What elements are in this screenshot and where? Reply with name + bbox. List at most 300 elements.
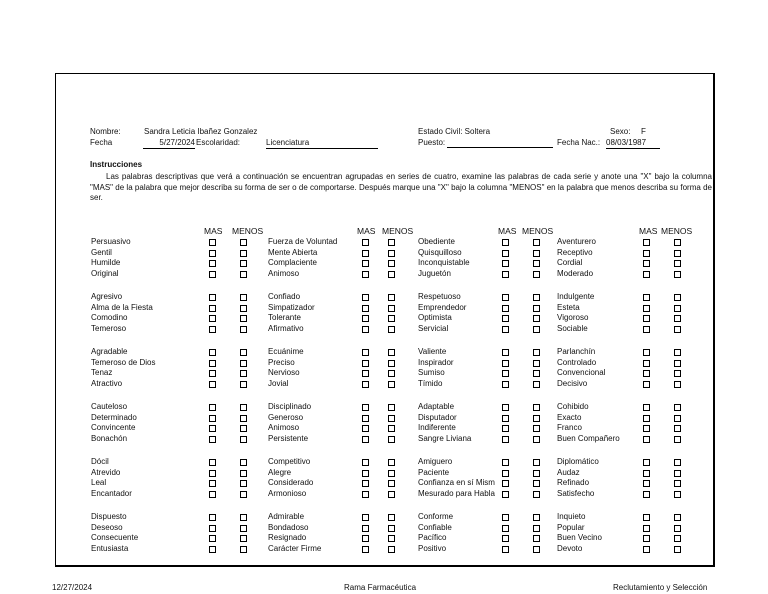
word-label: Deseoso <box>91 522 123 532</box>
mas-checkbox[interactable] <box>502 535 509 542</box>
mas-checkbox[interactable] <box>643 360 650 367</box>
menos-checkbox[interactable] <box>533 294 540 301</box>
menos-checkbox[interactable] <box>388 370 395 377</box>
word-label: Sumiso <box>418 368 445 378</box>
mas-checkbox[interactable] <box>362 491 369 498</box>
menos-checkbox[interactable] <box>533 315 540 322</box>
word-label: Sangre Liviana <box>418 434 472 444</box>
word-label: Cauteloso <box>91 402 128 411</box>
mas-checkbox[interactable] <box>502 436 509 443</box>
mas-checkbox[interactable] <box>502 305 509 312</box>
mas-checkbox[interactable] <box>209 546 216 553</box>
word-label: Temeroso <box>91 324 127 334</box>
mas-checkbox[interactable] <box>362 425 369 432</box>
menos-checkbox[interactable] <box>533 415 540 422</box>
menos-checkbox[interactable] <box>674 360 681 367</box>
mas-checkbox[interactable] <box>502 250 509 257</box>
menos-checkbox[interactable] <box>240 535 247 542</box>
mas-checkbox[interactable] <box>643 326 650 333</box>
mas-checkbox[interactable] <box>362 305 369 312</box>
word-label: Generoso <box>268 412 304 422</box>
word-label: Inquieto <box>557 512 586 521</box>
word-label: Decisivo <box>557 379 588 389</box>
word-label: Determinado <box>91 412 137 422</box>
word-label: Humilde <box>91 258 121 268</box>
word-label: Convincente <box>91 423 136 433</box>
menos-checkbox[interactable] <box>533 459 540 466</box>
menos-checkbox[interactable] <box>240 250 247 257</box>
mas-checkbox[interactable] <box>643 470 650 477</box>
menos-checkbox[interactable] <box>674 470 681 477</box>
menos-checkbox[interactable] <box>674 294 681 301</box>
mas-checkbox[interactable] <box>643 480 650 487</box>
mas-checkbox[interactable] <box>209 415 216 422</box>
position-label: Puesto: <box>418 138 446 147</box>
mas-checkbox[interactable] <box>502 349 509 356</box>
menos-checkbox[interactable] <box>674 260 681 267</box>
mas-checkbox[interactable] <box>502 525 509 532</box>
word-label: Paciente <box>418 467 450 477</box>
word-label: Persistente <box>268 434 309 444</box>
menos-checkbox[interactable] <box>533 425 540 432</box>
word-label: Mente Abierta <box>268 247 318 257</box>
word-label: Diplomático <box>557 457 599 466</box>
menos-checkbox[interactable] <box>533 514 540 521</box>
mas-checkbox[interactable] <box>643 525 650 532</box>
menos-checkbox[interactable] <box>674 546 681 553</box>
word-label: Controlado <box>557 357 597 367</box>
mas-checkbox[interactable] <box>209 305 216 312</box>
menos-checkbox[interactable] <box>388 535 395 542</box>
word-label: Receptivo <box>557 247 593 257</box>
mas-checkbox[interactable] <box>209 425 216 432</box>
footer-center: Rama Farmacéutica <box>344 583 417 592</box>
word-label: Admirable <box>268 512 305 521</box>
menos-checkbox[interactable] <box>388 326 395 333</box>
menos-checkbox[interactable] <box>388 260 395 267</box>
date-value: 5/27/2024 <box>143 138 195 149</box>
mas-checkbox[interactable] <box>643 250 650 257</box>
word-label: Sociable <box>557 324 588 334</box>
mas-checkbox[interactable] <box>502 239 509 246</box>
mas-checkbox[interactable] <box>502 381 509 388</box>
mas-checkbox[interactable] <box>502 315 509 322</box>
mas-checkbox[interactable] <box>643 305 650 312</box>
menos-checkbox[interactable] <box>388 239 395 246</box>
menos-checkbox[interactable] <box>240 514 247 521</box>
mas-checkbox[interactable] <box>209 260 216 267</box>
menos-checkbox[interactable] <box>533 239 540 246</box>
mas-checkbox[interactable] <box>502 470 509 477</box>
word-label: Emprendedor <box>418 302 467 312</box>
word-label: Consecuente <box>91 533 139 543</box>
word-label: Dócil <box>91 457 109 466</box>
word-label: Satisfecho <box>557 489 595 499</box>
mas-checkbox[interactable] <box>643 370 650 377</box>
menos-checkbox[interactable] <box>388 436 395 443</box>
mas-checkbox[interactable] <box>362 370 369 377</box>
menos-checkbox[interactable] <box>388 459 395 466</box>
word-label: Dispuesto <box>91 512 127 521</box>
menos-checkbox[interactable] <box>240 260 247 267</box>
mas-checkbox[interactable] <box>209 535 216 542</box>
instructions-title: Instrucciones <box>90 160 143 169</box>
word-label: Armonioso <box>268 489 307 499</box>
menos-checkbox[interactable] <box>240 436 247 443</box>
word-label: Refinado <box>557 478 590 488</box>
word-label: Cohibido <box>557 402 589 411</box>
mas-checkbox[interactable] <box>362 470 369 477</box>
mas-checkbox[interactable] <box>362 349 369 356</box>
menos-checkbox[interactable] <box>674 404 681 411</box>
word-label: Carácter Firme <box>268 544 322 554</box>
word-label: Tolerante <box>268 313 301 323</box>
word-label: Preciso <box>268 357 295 367</box>
word-label: Buen Compañero <box>557 434 620 444</box>
mas-checkbox[interactable] <box>362 404 369 411</box>
menos-checkbox[interactable] <box>533 370 540 377</box>
menos-checkbox[interactable] <box>674 349 681 356</box>
menos-checkbox[interactable] <box>533 305 540 312</box>
menos-checkbox[interactable] <box>533 349 540 356</box>
word-label: Leal <box>91 478 107 488</box>
word-label: Franco <box>557 423 582 433</box>
menos-checkbox[interactable] <box>533 260 540 267</box>
menos-checkbox[interactable] <box>388 546 395 553</box>
mas-header: MAS <box>639 226 658 236</box>
menos-checkbox[interactable] <box>388 250 395 257</box>
mas-checkbox[interactable] <box>643 294 650 301</box>
menos-checkbox[interactable] <box>388 514 395 521</box>
word-label: Quisquilloso <box>418 247 462 257</box>
mas-checkbox[interactable] <box>209 326 216 333</box>
word-label: Tenaz <box>91 368 113 378</box>
word-label: Considerado <box>268 478 314 488</box>
mas-checkbox[interactable] <box>362 436 369 443</box>
word-label: Disputador <box>418 412 457 422</box>
mas-checkbox[interactable] <box>502 459 509 466</box>
word-label: Animoso <box>268 423 300 433</box>
menos-checkbox[interactable] <box>240 480 247 487</box>
word-label: Servicial <box>418 324 449 334</box>
position-line <box>447 147 553 148</box>
word-label: Persuasivo <box>91 237 131 246</box>
menos-checkbox[interactable] <box>533 535 540 542</box>
menos-checkbox[interactable] <box>533 326 540 333</box>
mas-checkbox[interactable] <box>362 514 369 521</box>
word-label: Bondadoso <box>268 522 309 532</box>
menos-checkbox[interactable] <box>674 250 681 257</box>
mas-checkbox[interactable] <box>502 480 509 487</box>
word-label: Complaciente <box>268 258 317 268</box>
mas-checkbox[interactable] <box>362 250 369 257</box>
mas-checkbox[interactable] <box>209 436 216 443</box>
word-label: Agresivo <box>91 292 123 301</box>
mas-header: MAS <box>204 226 223 236</box>
menos-checkbox[interactable] <box>674 381 681 388</box>
word-label: Esteta <box>557 302 580 312</box>
mas-checkbox[interactable] <box>502 514 509 521</box>
menos-checkbox[interactable] <box>674 239 681 246</box>
word-label: Audaz <box>557 467 580 477</box>
word-label: Bonachón <box>91 434 128 444</box>
mas-checkbox[interactable] <box>362 459 369 466</box>
word-label: Mesurado para Habla <box>418 489 495 499</box>
mas-checkbox[interactable] <box>362 315 369 322</box>
word-label: Nervioso <box>268 368 300 378</box>
word-label: Obediente <box>418 237 455 246</box>
word-label: Buen Vecino <box>557 533 602 543</box>
menos-checkbox[interactable] <box>674 491 681 498</box>
menos-checkbox[interactable] <box>240 491 247 498</box>
mas-checkbox[interactable] <box>643 239 650 246</box>
mas-checkbox[interactable] <box>502 370 509 377</box>
menos-checkbox[interactable] <box>240 546 247 553</box>
mas-checkbox[interactable] <box>643 415 650 422</box>
mas-checkbox[interactable] <box>209 370 216 377</box>
word-label: Cordial <box>557 258 583 268</box>
mas-checkbox[interactable] <box>362 294 369 301</box>
menos-checkbox[interactable] <box>240 470 247 477</box>
word-label: Alma de la Fiesta <box>91 302 153 312</box>
mas-checkbox[interactable] <box>209 360 216 367</box>
menos-checkbox[interactable] <box>240 370 247 377</box>
word-label: Disciplinado <box>268 402 312 411</box>
mas-checkbox[interactable] <box>643 271 650 278</box>
mas-checkbox[interactable] <box>209 491 216 498</box>
mas-checkbox[interactable] <box>643 491 650 498</box>
word-label: Aventurero <box>557 237 596 246</box>
footer-right: Reclutamiento y Selección <box>613 583 708 592</box>
menos-checkbox[interactable] <box>240 239 247 246</box>
menos-checkbox[interactable] <box>388 404 395 411</box>
mas-checkbox[interactable] <box>362 546 369 553</box>
mas-checkbox[interactable] <box>643 436 650 443</box>
menos-checkbox[interactable] <box>674 305 681 312</box>
menos-checkbox[interactable] <box>240 381 247 388</box>
mas-checkbox[interactable] <box>209 470 216 477</box>
menos-checkbox[interactable] <box>388 491 395 498</box>
word-label: Atrevido <box>91 467 121 477</box>
mas-checkbox[interactable] <box>209 294 216 301</box>
mas-checkbox[interactable] <box>362 260 369 267</box>
menos-checkbox[interactable] <box>533 271 540 278</box>
menos-checkbox[interactable] <box>240 415 247 422</box>
mas-checkbox[interactable] <box>643 514 650 521</box>
mas-checkbox[interactable] <box>209 250 216 257</box>
menos-checkbox[interactable] <box>240 294 247 301</box>
mas-checkbox[interactable] <box>643 349 650 356</box>
menos-checkbox[interactable] <box>674 436 681 443</box>
word-label: Adaptable <box>418 402 455 411</box>
menos-checkbox[interactable] <box>674 370 681 377</box>
menos-header: MENOS <box>382 226 414 236</box>
mas-checkbox[interactable] <box>209 381 216 388</box>
word-label: Gentil <box>91 247 112 257</box>
mas-header: MAS <box>357 226 376 236</box>
mas-checkbox[interactable] <box>643 546 650 553</box>
menos-checkbox[interactable] <box>533 381 540 388</box>
word-label: Jovial <box>268 379 289 389</box>
mas-checkbox[interactable] <box>209 349 216 356</box>
mas-checkbox[interactable] <box>643 315 650 322</box>
school-label: Escolaridad: <box>196 138 241 147</box>
word-label: Confiable <box>418 522 452 532</box>
word-label: Fuerza de Voluntad <box>268 237 338 246</box>
mas-checkbox[interactable] <box>362 525 369 532</box>
word-label: Popular <box>557 522 585 532</box>
mas-checkbox[interactable] <box>502 294 509 301</box>
mas-checkbox[interactable] <box>362 480 369 487</box>
mas-checkbox[interactable] <box>643 535 650 542</box>
mas-checkbox[interactable] <box>643 260 650 267</box>
mas-checkbox[interactable] <box>643 459 650 466</box>
mas-checkbox[interactable] <box>209 459 216 466</box>
word-label: Positivo <box>418 544 447 554</box>
mas-checkbox[interactable] <box>502 326 509 333</box>
word-label: Optimista <box>418 313 452 323</box>
menos-checkbox[interactable] <box>240 425 247 432</box>
word-label: Moderado <box>557 269 594 279</box>
menos-checkbox[interactable] <box>533 360 540 367</box>
menos-checkbox[interactable] <box>388 525 395 532</box>
menos-checkbox[interactable] <box>240 305 247 312</box>
menos-checkbox[interactable] <box>388 415 395 422</box>
word-label: Indulgente <box>557 292 595 301</box>
mas-checkbox[interactable] <box>502 491 509 498</box>
menos-checkbox[interactable] <box>533 250 540 257</box>
menos-checkbox[interactable] <box>388 305 395 312</box>
menos-checkbox[interactable] <box>674 514 681 521</box>
mas-checkbox[interactable] <box>362 415 369 422</box>
word-label: Inspirador <box>418 357 454 367</box>
sex-label: Sexo: <box>610 127 631 136</box>
mas-checkbox[interactable] <box>209 315 216 322</box>
mas-checkbox[interactable] <box>502 271 509 278</box>
instructions-text: Las palabras descriptivas que verá a continuación se encuentran agrupadas en series de cuatro, examine las palabras de cada serie y anote una "X" bajo la columna "MAS" de la palabra que mejor describa su forma de ser o de comportarse. Después marque una "X" bajo la columna "MENOS" en la palabra que menos describa su forma de ser. <box>90 172 712 202</box>
mas-checkbox[interactable] <box>362 271 369 278</box>
mas-checkbox[interactable] <box>209 514 216 521</box>
mas-checkbox[interactable] <box>502 404 509 411</box>
menos-checkbox[interactable] <box>240 271 247 278</box>
name-value: Sandra Leticia Ibañez Gonzalez <box>144 127 258 136</box>
menos-checkbox[interactable] <box>388 294 395 301</box>
word-label: Parlanchín <box>557 347 596 356</box>
word-label: Competitivo <box>268 457 311 466</box>
menos-checkbox[interactable] <box>240 459 247 466</box>
word-label: Convencional <box>557 368 606 378</box>
mas-checkbox[interactable] <box>502 546 509 553</box>
menos-checkbox[interactable] <box>240 326 247 333</box>
menos-checkbox[interactable] <box>388 425 395 432</box>
menos-checkbox[interactable] <box>533 491 540 498</box>
word-label: Valiente <box>418 347 447 356</box>
word-label: Respetuoso <box>418 292 461 301</box>
birth-label: Fecha Nac.: <box>557 138 601 147</box>
mas-checkbox[interactable] <box>502 415 509 422</box>
mas-checkbox[interactable] <box>362 535 369 542</box>
mas-checkbox[interactable] <box>362 326 369 333</box>
menos-checkbox[interactable] <box>388 349 395 356</box>
word-label: Conforme <box>418 512 454 521</box>
menos-checkbox[interactable] <box>240 525 247 532</box>
mas-checkbox[interactable] <box>209 239 216 246</box>
menos-checkbox[interactable] <box>240 404 247 411</box>
mas-checkbox[interactable] <box>362 360 369 367</box>
menos-checkbox[interactable] <box>533 404 540 411</box>
menos-checkbox[interactable] <box>240 360 247 367</box>
menos-checkbox[interactable] <box>533 436 540 443</box>
name-label: Nombre: <box>90 127 121 136</box>
mas-checkbox[interactable] <box>502 425 509 432</box>
mas-checkbox[interactable] <box>643 404 650 411</box>
word-label: Indiferente <box>418 423 456 433</box>
menos-checkbox[interactable] <box>240 349 247 356</box>
mas-checkbox[interactable] <box>643 425 650 432</box>
mas-checkbox[interactable] <box>643 381 650 388</box>
menos-checkbox[interactable] <box>674 535 681 542</box>
mas-checkbox[interactable] <box>209 271 216 278</box>
word-label: Amiguero <box>418 457 453 466</box>
word-label: Alegre <box>268 467 292 477</box>
menos-checkbox[interactable] <box>388 360 395 367</box>
word-label: Devoto <box>557 544 583 554</box>
menos-checkbox[interactable] <box>674 525 681 532</box>
menos-checkbox[interactable] <box>674 326 681 333</box>
word-label: Comodino <box>91 313 128 323</box>
menos-checkbox[interactable] <box>240 315 247 322</box>
mas-checkbox[interactable] <box>362 381 369 388</box>
word-label: Entusiasta <box>91 544 129 554</box>
mas-checkbox[interactable] <box>209 525 216 532</box>
word-label: Tímido <box>418 379 443 389</box>
word-label: Animoso <box>268 269 300 279</box>
menos-checkbox[interactable] <box>533 480 540 487</box>
mas-checkbox[interactable] <box>502 360 509 367</box>
word-label: Original <box>91 269 119 279</box>
word-label: Pacífico <box>418 533 447 543</box>
menos-checkbox[interactable] <box>388 315 395 322</box>
school-value: Licenciatura <box>266 138 378 149</box>
word-label: Vigoroso <box>557 313 589 323</box>
word-label: Exacto <box>557 412 582 422</box>
menos-checkbox[interactable] <box>674 271 681 278</box>
menos-checkbox[interactable] <box>388 480 395 487</box>
mas-checkbox[interactable] <box>209 480 216 487</box>
menos-checkbox[interactable] <box>533 546 540 553</box>
menos-checkbox[interactable] <box>388 271 395 278</box>
menos-checkbox[interactable] <box>388 470 395 477</box>
word-label: Encantador <box>91 489 132 499</box>
menos-checkbox[interactable] <box>674 459 681 466</box>
sex-value: F <box>641 127 646 136</box>
menos-checkbox[interactable] <box>674 315 681 322</box>
menos-checkbox[interactable] <box>388 381 395 388</box>
menos-checkbox[interactable] <box>533 470 540 477</box>
word-label: Atractivo <box>91 379 123 389</box>
mas-checkbox[interactable] <box>362 239 369 246</box>
menos-header: MENOS <box>661 226 693 236</box>
menos-checkbox[interactable] <box>674 480 681 487</box>
menos-checkbox[interactable] <box>674 415 681 422</box>
menos-checkbox[interactable] <box>674 425 681 432</box>
word-label: Resignado <box>268 533 307 543</box>
mas-checkbox[interactable] <box>502 260 509 267</box>
mas-checkbox[interactable] <box>209 404 216 411</box>
date-label: Fecha <box>90 138 113 147</box>
word-label: Juguetón <box>418 269 451 279</box>
menos-checkbox[interactable] <box>533 525 540 532</box>
